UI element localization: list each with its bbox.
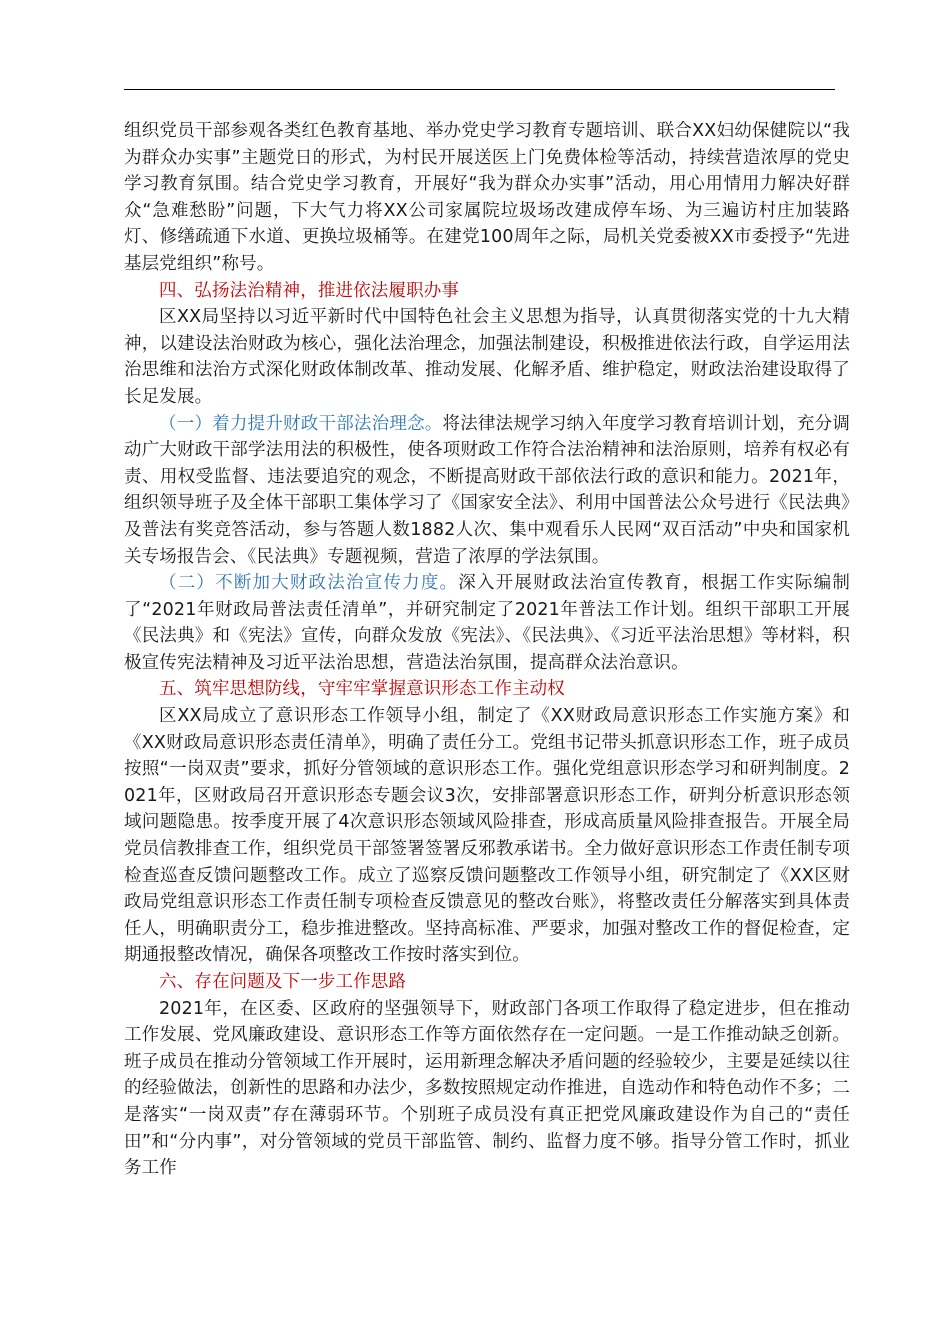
paragraph-legal-publicity bbox=[124, 570, 850, 676]
paragraph-legal-publicity-text: 深入开展财政法治宣传教育，根据工作实际编制了“2021年财政局普法责任清单”，并研究制定了2021年普法工作计划。组织干部职工开展《民法典》和《宪法》宣传，向群众发放《宪法》、《民法典》、《习近平法治思想》等材料，积极宣传宪法精神及习近平法治思想，营造法治氛围，提高群众法治意识。 bbox=[124, 573, 850, 673]
paragraph-ideology-work: 区XX局成立了意识形态工作领导小组，制定了《XX财政局意识形态工作实施方案》和《XX财政局意识形态责任清单》，明确了责任分工。党组书记带头抓意识形态工作，班子成员按照“一岗双责”要求，抓好分管领域的意识形态工作。强化党组意识形态学习和研判制度。2021年，区财政局召开意识形态专题会议3次，安排部署意识形态工作，研判分析意识形态领域问题隐患。按季度开展了4次意识形态领域风险排查，形成高质量风险排查报告。开展全局党员信教排查工作，组织党员干部签署签署反邪教承诺书。全力做好意识形态工作责任制专项检查巡查反馈问题整改工作。成立了巡察反馈问题整改工作领导小组，研究制定了《XX区财政局党组意识形态工作责任制专项检查反馈意见的整改台账》，将整改责任分解落实到具体责任人，明确职责分工，稳步推进整改。坚持高标准、严要求，加强对整改工作的督促检查，定期通报整改情况，确保各项整改工作按时落实到位。 bbox=[124, 706, 850, 966]
section-heading-ideology: 五、筑牢思想防线，守牢牢掌握意识形态工作主动权 bbox=[159, 679, 565, 700]
sub-heading-legal-concept: （一）着力提升财政干部法治理念。 bbox=[159, 413, 443, 434]
section-heading-problems: 六、存在问题及下一步工作思路 bbox=[159, 972, 407, 992]
document-body bbox=[124, 118, 850, 1182]
paragraph-rule-of-law-intro: 区XX局坚持以习近平新时代中国特色社会主义思想为指导，认真贯彻落实党的十九大精神，以建设法治财政为核心，强化法治理念，加强法制建设，积极推进依法行政，自学运用法治思维和法治方式深化财政体制改革、推动发展、化解矛盾、维护稳定，财政法治建设取得了长足发展。 bbox=[124, 307, 850, 407]
section-heading-rule-of-law: 四、弘扬法治精神，推进依法履职办事 bbox=[159, 280, 460, 301]
sub-heading-legal-publicity: （二）不断加大财政法治宣传力度。 bbox=[159, 573, 459, 594]
paragraph-legal-concept bbox=[124, 411, 850, 571]
paragraph-party-history-education: 组织党员干部参观各类红色教育基地、举办党史学习教育专题培训、联合XX妇幼保健院以“我为群众办实事”主题党日的形式，为村民开展送医上门免费体检等活动，持续营造浓厚的党史学习教育氛围。结合党史学习教育，开展好“我为群众办实事”活动，用心用情用力解决好群众“急难愁盼”问题，下大气力将XX公司家属院垃圾场改建成停车场、为三遍访村庄加装路灯、修缮疏通下水道、更换垃圾桶等。在建党100周年之际，局机关党委被XX市委授予“先进基层党组织”称号。 bbox=[124, 121, 850, 274]
paragraph-problems: 2021年，在区委、区政府的坚强领导下，财政部门各项工作取得了稳定进步，但在推动工作发展、党风廉政建设、意识形态工作等方面依然存在一定问题。一是工作推动缺乏创新。班子成员在推动分管领域工作开展时，运用新理念解决矛盾问题的经验较少，主要是延续以往的经验做法，创新性的思路和办法少，多数按照规定动作推进，自选动作和特色动作不多；二是落实“一岗双责”存在薄弱环节。个别班子成员没有真正把党风廉政建设作为自己的“责任田”和“分内事”，对分管领域的党员干部监管、制约、监督力度不够。指导分管工作时，抓业务工作 bbox=[124, 998, 850, 1179]
paragraph-legal-concept-text: 将法律法规学习纳入年度学习教育培训计划，充分调动广大财政干部学法用法的积极性，使各项财政工作符合法治精神和法治原则，培养有权必有责、用权受监督、违法要追究的观念，不断提高财政干部依法行政的意识和能力。2021年，组织领导班子及全体干部职工集体学习了《国家安全法》、利用中国普法公众号进行《民法典》及普法有奖竞答活动，参与答题人数1882人次、集中观看乐人民网“双百活动”中央和国家机关专场报告会、《民法典》专题视频，营造了浓厚的学法氛围。 bbox=[124, 413, 850, 567]
header-rule bbox=[124, 89, 835, 90]
